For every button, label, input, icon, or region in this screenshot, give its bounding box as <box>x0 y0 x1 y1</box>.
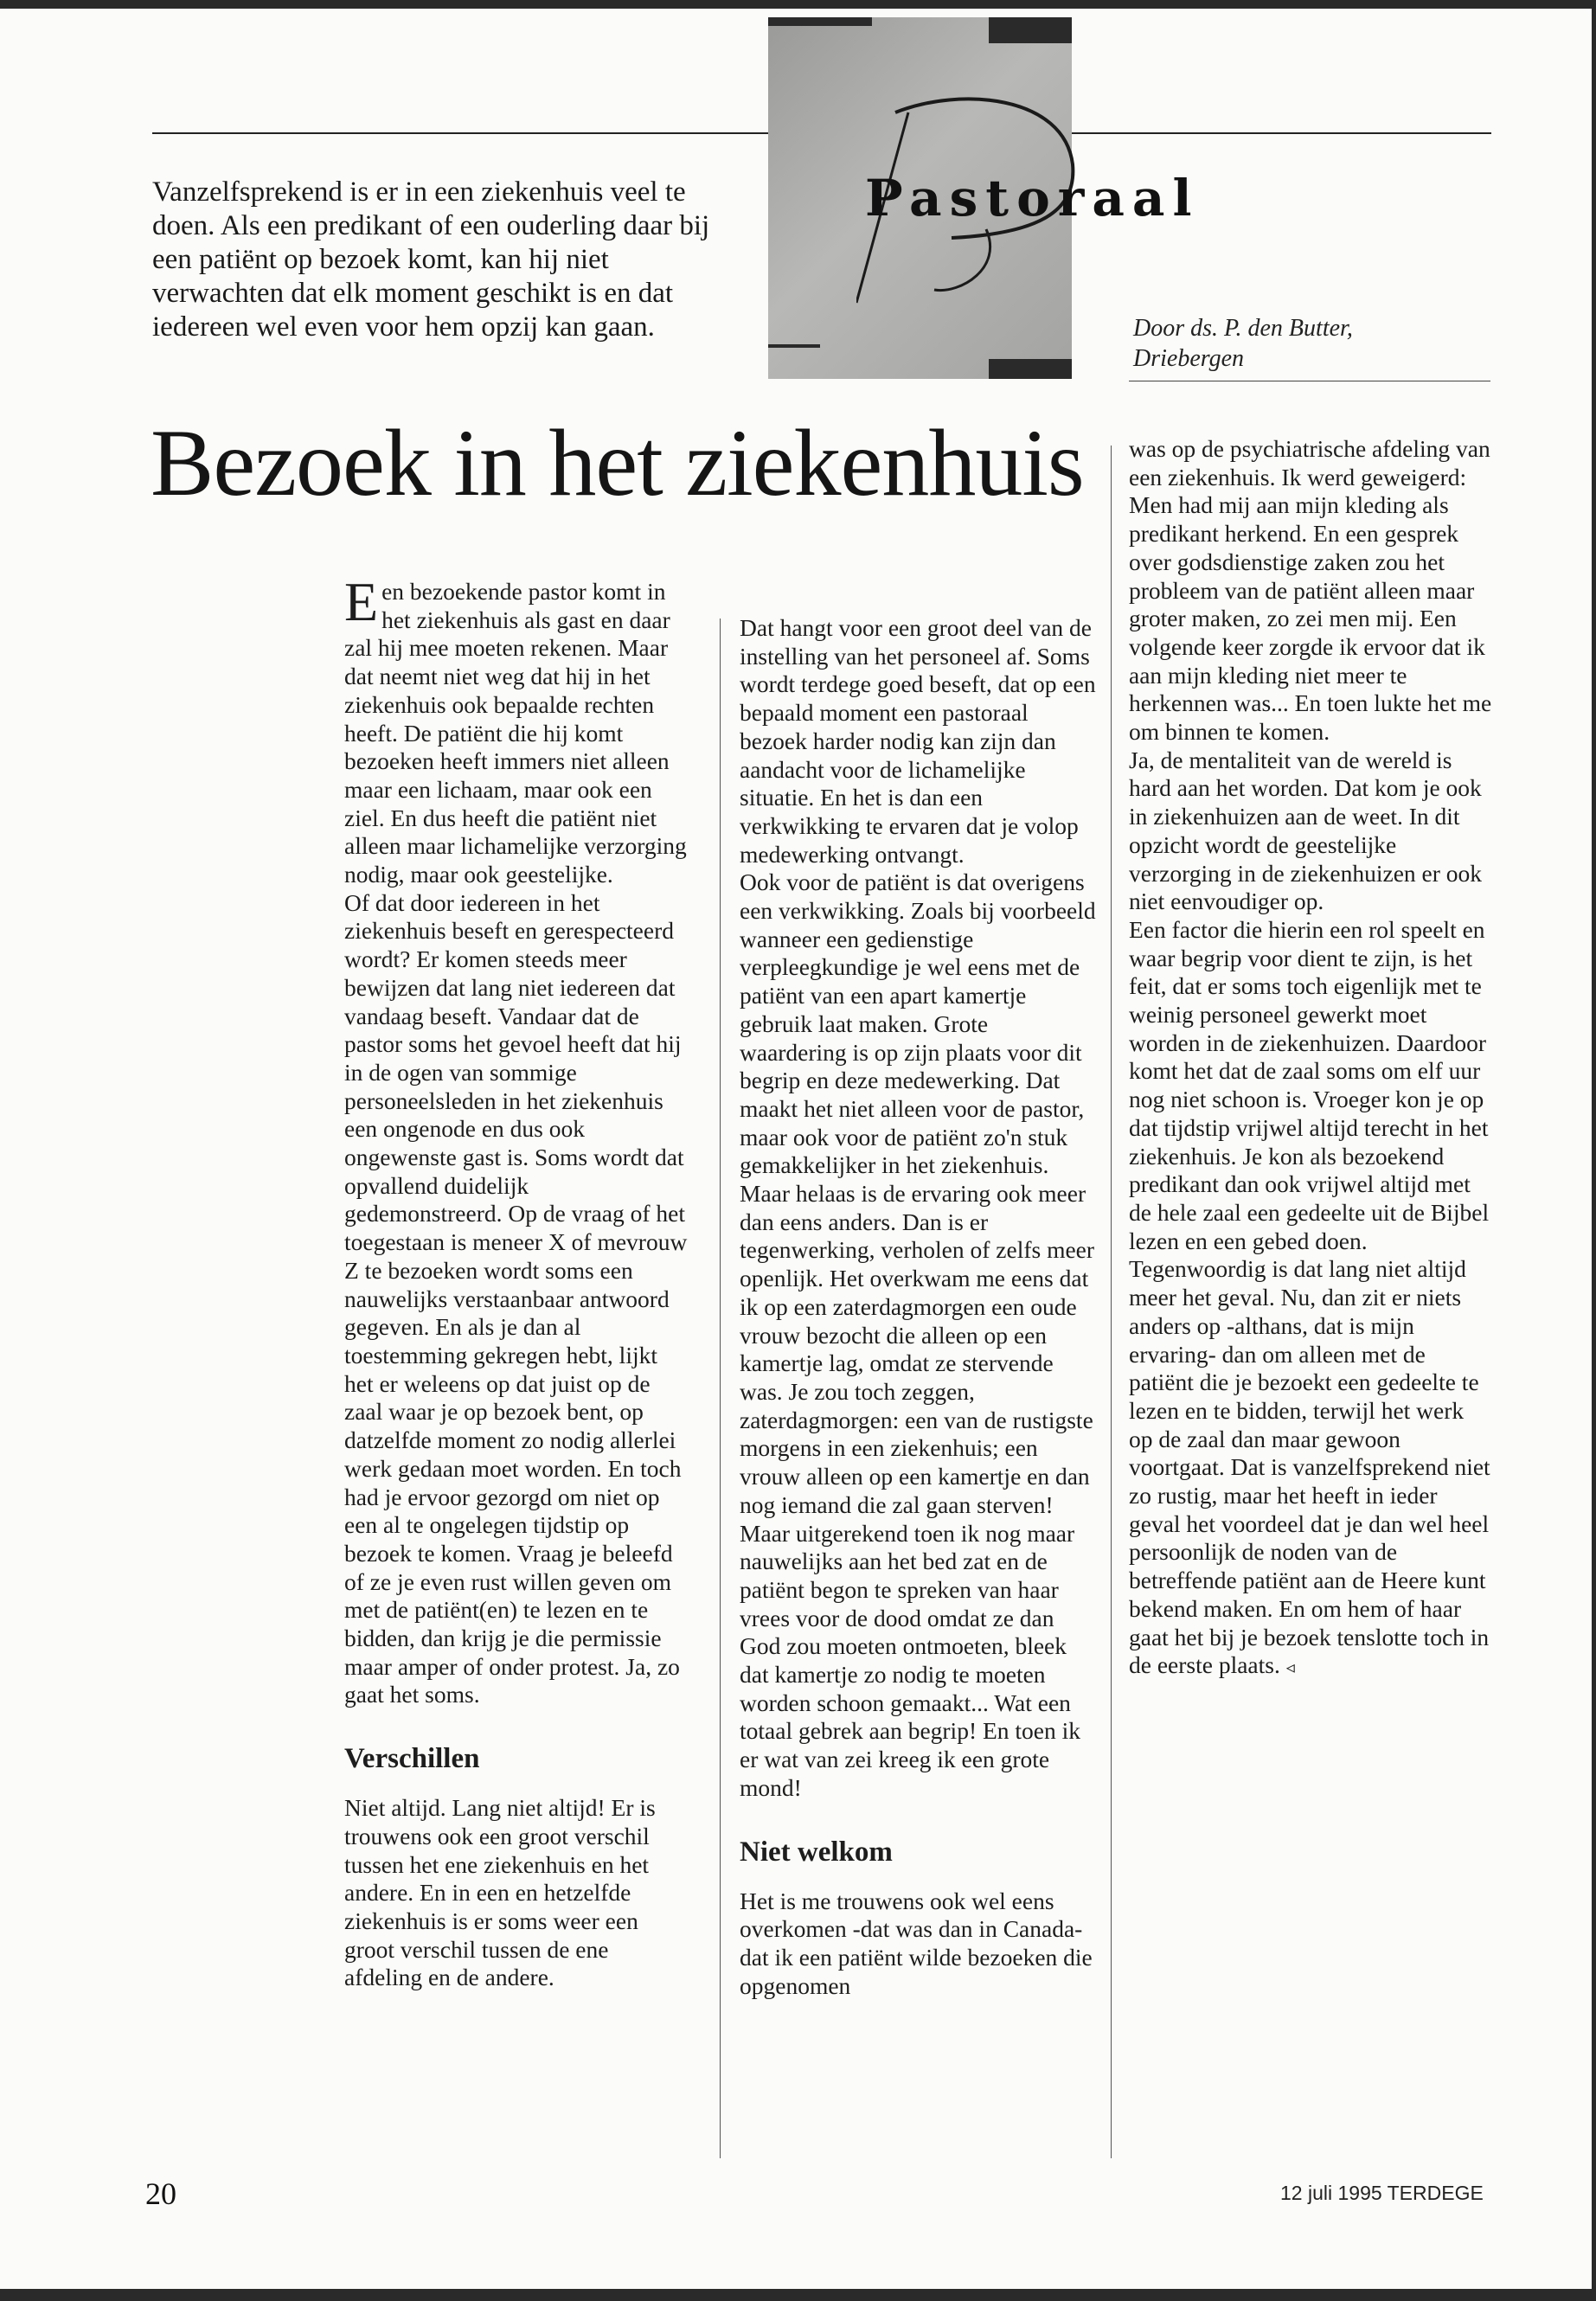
section-title: Pastoraal <box>865 169 1200 228</box>
subheading-niet-welkom: Niet welkom <box>740 1836 893 1868</box>
article-column-3 <box>1129 435 1492 1682</box>
article-paragraph: Ook voor de patiënt is dat overigens een verkwikking. Zoals bij voorbeeld wanneer een gedienstige verpleegkundige je wel eens met de patiënt van een apart kamertje gebruik laat maken. Grote waardering is op zijn plaats voor dit begrip en deze medewerking. Dat maakt het niet alleen voor de pastor, maar ook voor de patiënt zo'n stuk gemakkelijker in het ziekenhuis. <box>740 868 1096 1179</box>
column-divider-1 <box>720 619 721 2158</box>
byline-place: Driebergen <box>1133 345 1245 372</box>
article-paragraph: Het is me trouwens ook wel eens overkomen -dat was dan in Canada- dat ik een patiënt wilde bezoeken die opgenomen <box>740 1887 1093 1999</box>
header-rule-left <box>152 132 770 134</box>
article-paragraph: Een factor die hierin een rol speelt en waar begrip voor dient te zijn, is het feit, dat er soms toch eigenlijk met te weinig personeel gewerkt moet worden in de ziekenhuizen. Daardoor komt het dat de zaal soms om elf uur nog niet schoon is. Vroeger kon je op dat tijdstip vrijwel altijd terecht in het ziekenhuis. Je kon als bezoekend predikant dan ook vrijwel altijd met de hele zaal een gedeelte uit de Bijbel lezen en een gebed doen. Tegenwoordig is dat lang niet altijd meer het geval. Nu, dan zit er niets anders op -althans, dat is mijn ervaring- dan om alleen met de patiënt die je bezoekt een gedeelte te lezen en te bidden, terwijl het werk op de zaal dan maar gewoon voortgaat. Dat is vanzelfsprekend niet zo rustig, maar het heeft in ieder geval het voordeel dat je dan wel heel persoonlijk de noden van de betreffende patiënt aan de Heere kunt bekend maken. En om hem of haar gaat het bij je bezoek tenslotte toch in de eerste plaats. ◃ <box>1129 915 1490 1679</box>
article-column-1 <box>344 571 690 1992</box>
page-number: 20 <box>145 2176 176 2211</box>
end-mark-icon: ◃ <box>1285 1658 1295 1678</box>
article-paragraph: Dat hangt voor een groot deel van de instelling van het personeel af. Soms wordt terdege goed beseft, dat op een bepaald moment een pastoraal bezoek harder nodig kan zijn dan aandacht voor de lichamelijke situatie. En het is dan een verkwikking te ervaren dat je volop medewerking ontvangt. <box>740 614 1096 868</box>
article-paragraph: Of dat door iedereen in het ziekenhuis beseft en gerespecteerd wordt? Er komen steeds meer bewijzen dat lang niet iedereen dat vandaag beseft. Vandaar dat de pastor soms het gevoel heeft dat hij in de ogen van sommige personeelsleden in het ziekenhuis een ongenode en dus ook ongewenste gast is. Soms wordt dat opvallend duidelijk gedemonstreerd. Op de vraag of het toegestaan is meneer X of mevrouw Z te bezoeken wordt soms een nauwelijks verstaanbaar antwoord gegeven. En als je dan al toestemming gekregen hebt, lijkt het er weleens op dat juist op de zaal waar je op bezoek bent, op datzelfde moment zo nodig allerlei werk gedaan moet worden. En toch had je ervoor gezorgd om niet op een al te ongelegen tijdstip op bezoek te komen. Vraag je beleefd of ze je even rust willen geven om met de patiënt(en) te lezen en te bidden, dan krijg je die permissie maar amper of onder protest. Ja, zo gaat het soms. <box>344 888 688 1708</box>
byline <box>1133 313 1353 374</box>
byline-author: Door ds. P. den Butter, <box>1133 315 1353 342</box>
article-paragraph: Maar helaas is de ervaring ook meer dan eens anders. Dan is er tegenwerking, verholen of zelfs meer openlijk. Het overkwam me eens dat ik op een zaterdagmorgen een oude vrouw bezocht die alleen op een kamertje lag, omdat ze stervende was. Je zou toch zeggen, zaterdagmorgen: een van de rustigste morgens in een ziekenhuis; een vrouw alleen op een kamertje en dan nog iemand die zal gaan sterven! Maar uitgerekend toen ik nog maar nauwelijks aan het bed zat en de patiënt begon te spreken van haar vrees voor de dood omdat ze dan God zou moeten ontmoeten, bleek dat kamertje zo nodig te moeten worden schoon gemaakt... Wat een totaal gebrek aan begrip! En toen ik er wat van zei kreeg ik een grote mond! <box>740 1180 1095 1801</box>
article-paragraph: was op de psychiatrische afdeling van een ziekenhuis. Ik werd geweigerd: Men had mij aan mijn kleding als predikant herkend. En een gesprek over godsdienstige zaken zou het probleem van de patiënt alleen maar groter maken, zo zei men mij. Een volgende keer zorgde ik ervoor dat ik aan mijn kleding niet meer te herkennen was... En toen lukte het me om binnen te komen. <box>1129 435 1492 746</box>
article-paragraph: Ja, de mentaliteit van de wereld is hard aan het worden. Dat kom je ook in ziekenhuizen aan de weet. In dit opzicht wordt de geestelijke verzorging in de ziekenhuizen er ook niet eenvoudiger op. <box>1129 746 1483 915</box>
subheading-verschillen: Verschillen <box>344 1743 480 1775</box>
issue-footer: 12 juli 1995 TERDEGE <box>1280 2182 1484 2204</box>
article-headline: Bezoek in het ziekenhuis <box>151 410 1084 516</box>
article-paragraph: Niet altijd. Lang niet altijd! Er is trouwens ook een groot verschil tussen het ene ziekenhuis en het andere. En in een en hetzelfde ziekenhuis is er soms weer een groot verschil tussen de ene afdeling en de andere. <box>344 1794 656 1991</box>
drop-cap: E <box>344 571 379 632</box>
article-column-2 <box>740 614 1096 2000</box>
column-divider-2 <box>1111 445 1112 2158</box>
intro-text: Vanzelfsprekend is er in een ziekenhuis veel te doen. Als een predikant of een ouderling daar bij een patiënt op bezoek komt, kan hij niet verwachten dat elk moment geschikt is en dat iedereen wel even voor hem opzij kan gaan. <box>152 176 710 343</box>
header-rule-right <box>1070 132 1491 134</box>
magazine-page <box>0 9 1592 2289</box>
article-paragraph: Een bezoekende pastor komt in het ziekenhuis als gast en daar zal hij mee moeten rekenen. Maar dat neemt niet weg dat hij in het ziekenhuis ook bepaalde rechten heeft. De patiënt die hij komt bezoeken heeft immers niet alleen maar een lichaam, maar ook een ziel. En dus heeft die patiënt niet alleen maar lichamelijke verzorging nodig, maar ook geestelijke. <box>344 571 687 888</box>
